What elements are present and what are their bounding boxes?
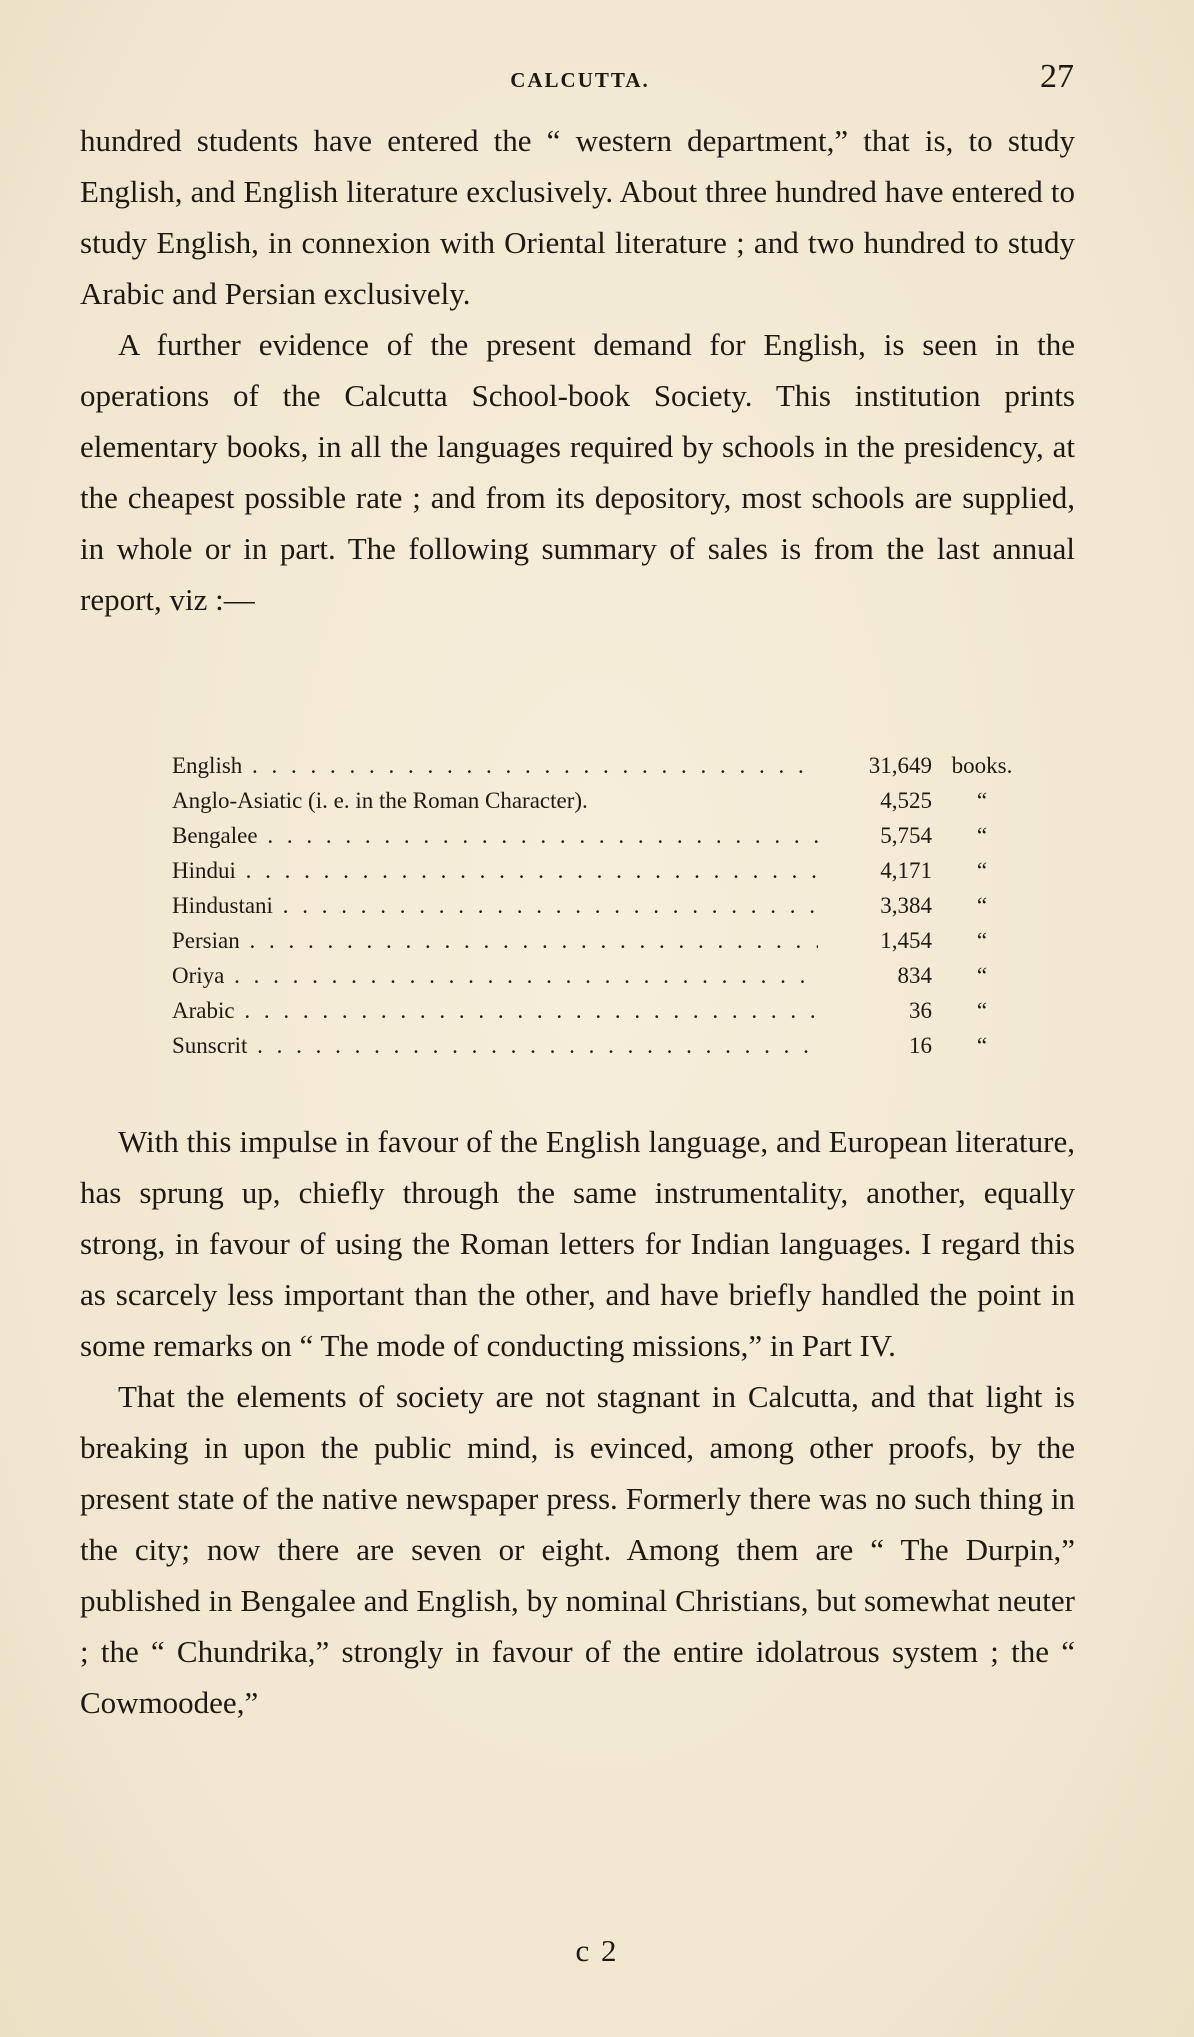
table-row xyxy=(172,748,1032,783)
language-name: Hindustani . . . xyxy=(172,888,818,923)
paragraph: hundred students have entered the “ western department,” that is, to study English, and English literature exclusively. About three hundred have entered to study English, in connexion with Oriental literature ; and two hundred to study Arabic and Persian exclusively. xyxy=(80,123,1075,311)
sales-count: 16 xyxy=(909,1033,932,1058)
table-row xyxy=(172,853,1032,888)
sales-count: 31,649 xyxy=(868,753,932,778)
sales-count: 4,171 xyxy=(880,858,932,883)
sales-unit: “ xyxy=(976,823,988,848)
text-block-lower xyxy=(80,1116,1075,1728)
paragraph: That the elements of society are not stagnant in Calcutta, and that light is breaking in upon the public mind, is evinced, among other proofs, by the present state of the native newspaper press. Formerly there was no such thing in the city; now there are seven or eight. Among them are “ The Durpin,” published in Bengalee and English, by nominal Christians, but somewhat neuter ; the “ Chundrika,” strongly in favour of the entire idolatrous system ; the “ Cowmoodee,” xyxy=(80,1379,1075,1720)
sales-unit: “ xyxy=(976,858,988,883)
sales-summary-table xyxy=(172,748,1032,1063)
sales-count: 5,754 xyxy=(880,823,932,848)
language-name: Arabic . . . xyxy=(172,993,818,1028)
language-name: English . . . xyxy=(172,748,818,783)
running-head xyxy=(80,58,1080,102)
table-row xyxy=(172,923,1032,958)
language-name: Hindui . . . xyxy=(172,853,818,888)
language-name: Bengalee . . . xyxy=(172,818,818,853)
sales-unit: “ xyxy=(976,928,988,953)
table-row xyxy=(172,1028,1032,1063)
paragraph: A further evidence of the present demand for English, is seen in the operations of the Calcutta School-book Society. This institution prints elementary books, in all the languages required by schools in the presidency, at the cheapest possible rate ; and from its depository, most schools are supplied, in whole or in part. The following summary of sales is from the last annual report, viz :— xyxy=(80,327,1075,617)
sales-unit: “ xyxy=(976,998,988,1023)
sales-unit: “ xyxy=(976,1033,988,1058)
running-title: CALCUTTA. xyxy=(510,68,650,92)
sales-unit: “ xyxy=(976,788,988,813)
language-name: Sunscrit . . . xyxy=(172,1028,818,1063)
table-row xyxy=(172,888,1032,923)
table-row xyxy=(172,958,1032,993)
sales-count: 4,525 xyxy=(880,788,932,813)
text-block-upper xyxy=(80,115,1075,625)
sales-count: 834 xyxy=(897,963,932,988)
page-number: 27 xyxy=(1040,58,1074,95)
signature-mark: c 2 xyxy=(575,1933,619,1968)
sales-unit: books. xyxy=(951,753,1013,778)
language-name: Anglo-Asiatic (i. e. in the Roman Character) . xyxy=(172,783,818,818)
sales-count: 1,454 xyxy=(880,928,932,953)
table-row xyxy=(172,783,1032,818)
table-row xyxy=(172,818,1032,853)
sales-count: 36 xyxy=(909,998,932,1023)
sales-unit: “ xyxy=(976,963,988,988)
sales-count: 3,384 xyxy=(880,893,932,918)
language-name: Persian . . . xyxy=(172,923,818,958)
language-name: Oriya . . . xyxy=(172,958,818,993)
sales-unit: “ xyxy=(976,893,988,918)
table-row xyxy=(172,993,1032,1028)
paragraph: With this impulse in favour of the English language, and European literature, has sprung up, chiefly through the same instrumentality, another, equally strong, in favour of using the Roman letters for Indian languages. I regard this as scarcely less important than the other, and have briefly handled the point in some remarks on “ The mode of conducting missions,” in Part IV. xyxy=(80,1124,1075,1363)
